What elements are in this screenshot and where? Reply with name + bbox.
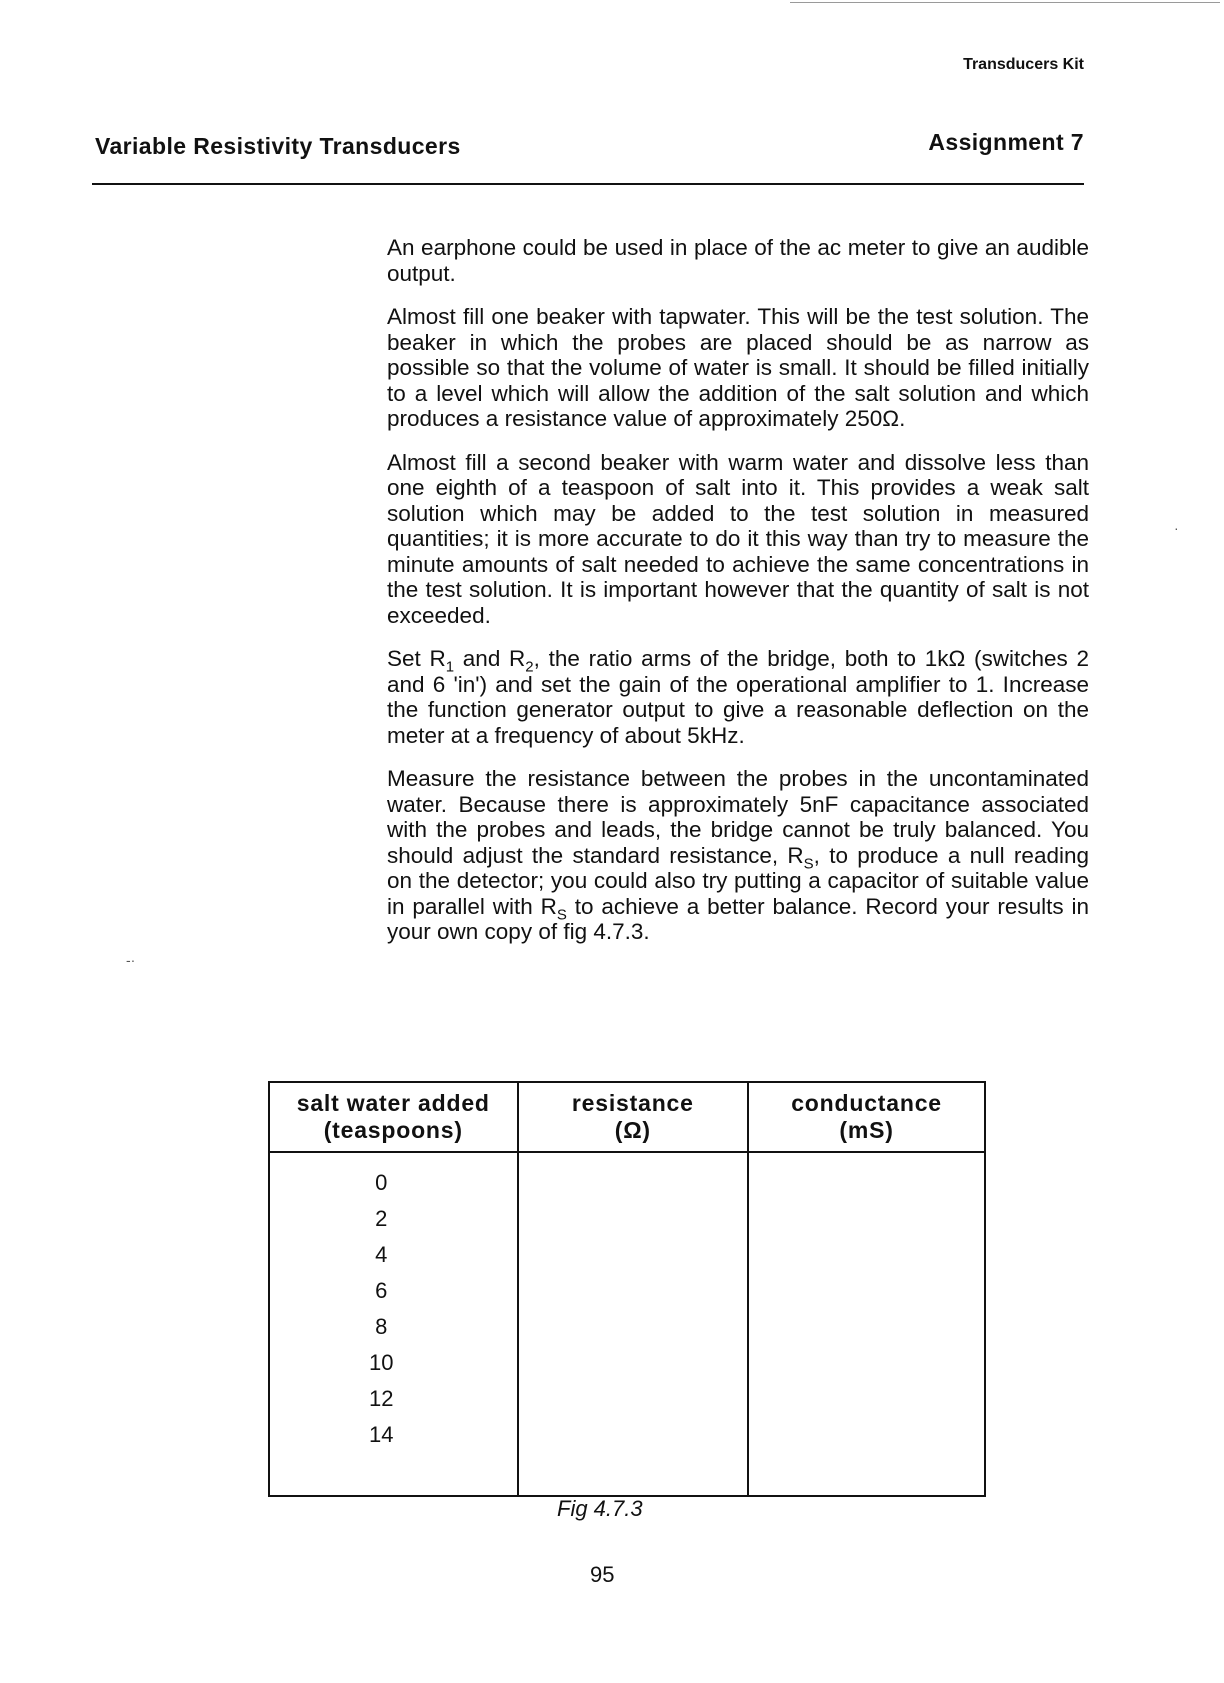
header-conductance-line2: (mS): [839, 1117, 894, 1143]
table-header-row: [269, 1082, 985, 1152]
measure-text-2: , to produce a null reading on the detector; you could also try putting a capacitor of suitable value in parallel with R: [387, 842, 1089, 919]
header-rule: [92, 183, 1084, 185]
header-salt-water-added: [269, 1082, 518, 1152]
rs-subscript-1: S: [803, 855, 814, 872]
salt-value: 4: [375, 1242, 388, 1267]
paragraph-bridge-setup: [387, 646, 1089, 748]
results-table-container: [268, 1081, 986, 1497]
conductance-values-cell: [748, 1152, 985, 1496]
page-number: 95: [590, 1562, 615, 1587]
bridge-text-1: Set R: [387, 646, 446, 671]
r2-subscript: 2: [525, 658, 534, 676]
salt-value: 10: [369, 1350, 394, 1375]
scan-speck: -·: [126, 952, 136, 968]
salt-values-cell: [269, 1152, 518, 1496]
paragraph-earphone: An earphone could be used in place of the ac meter to give an audible output.: [387, 235, 1089, 286]
header-resistance-line2: (Ω): [614, 1117, 651, 1143]
paragraph-measure-resistance: [387, 766, 1089, 945]
salt-value: 0: [375, 1170, 388, 1195]
paragraph-salt-solution: Almost fill a second beaker with warm water and dissolve less than one eighth of a teaspoon of salt into it. This provides a weak salt solution which may be added to the test solution in measured quantities; it is more accurate to do it this way than try to measure the minute amounts of salt needed to achieve the same concentrations in the test solution. It is important however that the quantity of salt is not exceeded.: [387, 449, 1089, 628]
body-text: [387, 235, 1089, 963]
measure-text-3: to achieve a better balance. Record your results in your own copy of fig 4.7.3.: [387, 893, 1089, 944]
rs-subscript-2: S: [556, 906, 567, 923]
running-header-kit-name: Transducers Kit: [963, 56, 1084, 73]
figure-caption: Fig 4.7.3: [557, 1496, 643, 1521]
salt-value: 12: [369, 1386, 394, 1411]
header-salt-line1: salt water added: [296, 1090, 490, 1116]
bridge-text-3: , the ratio arms of the bridge, both to 1kΩ (switches 2 and 6 'in') and set the gain of the operational amplifier to 1. Increase the function generator output to give a reasonable deflection on the meter at a frequency of about 5kHz.: [387, 646, 1089, 748]
measure-text-1: Measure the resistance between the probes in the uncontaminated water. Because there is approximately 5nF capacitance associated with the probes and leads, the bridge cannot be truly balanced. You should adjust the standard resistance, R: [387, 766, 1089, 868]
header-salt-line2: (teaspoons): [323, 1117, 463, 1143]
header-resistance-line1: resistance: [571, 1090, 694, 1116]
salt-value: 2: [375, 1206, 388, 1231]
salt-value: 8: [375, 1314, 388, 1339]
section-title: Variable Resistivity Transducers: [95, 133, 461, 159]
paragraph-test-solution: Almost fill one beaker with tapwater. This will be the test solution. The beaker in which the probes are placed should be as narrow as possible so that the volume of water is small. It should be filled initially to a level which will allow the addition of the salt solution and which produces a resistance value of approximately 250Ω.: [387, 304, 1089, 431]
assignment-label: Assignment 7: [928, 129, 1084, 155]
resistance-values-cell: [518, 1152, 749, 1496]
scan-speck: ·: [1174, 520, 1179, 536]
table-body-row: [269, 1152, 985, 1496]
salt-value: 6: [375, 1278, 388, 1303]
salt-value: 14: [369, 1422, 394, 1447]
header-resistance: [518, 1082, 749, 1152]
r1-subscript: 1: [445, 658, 455, 676]
bridge-text-2: and R: [454, 646, 526, 671]
header-conductance: [748, 1082, 985, 1152]
top-edge-rule: [790, 2, 1220, 3]
header-conductance-line1: conductance: [791, 1090, 942, 1116]
results-table: [268, 1081, 986, 1497]
